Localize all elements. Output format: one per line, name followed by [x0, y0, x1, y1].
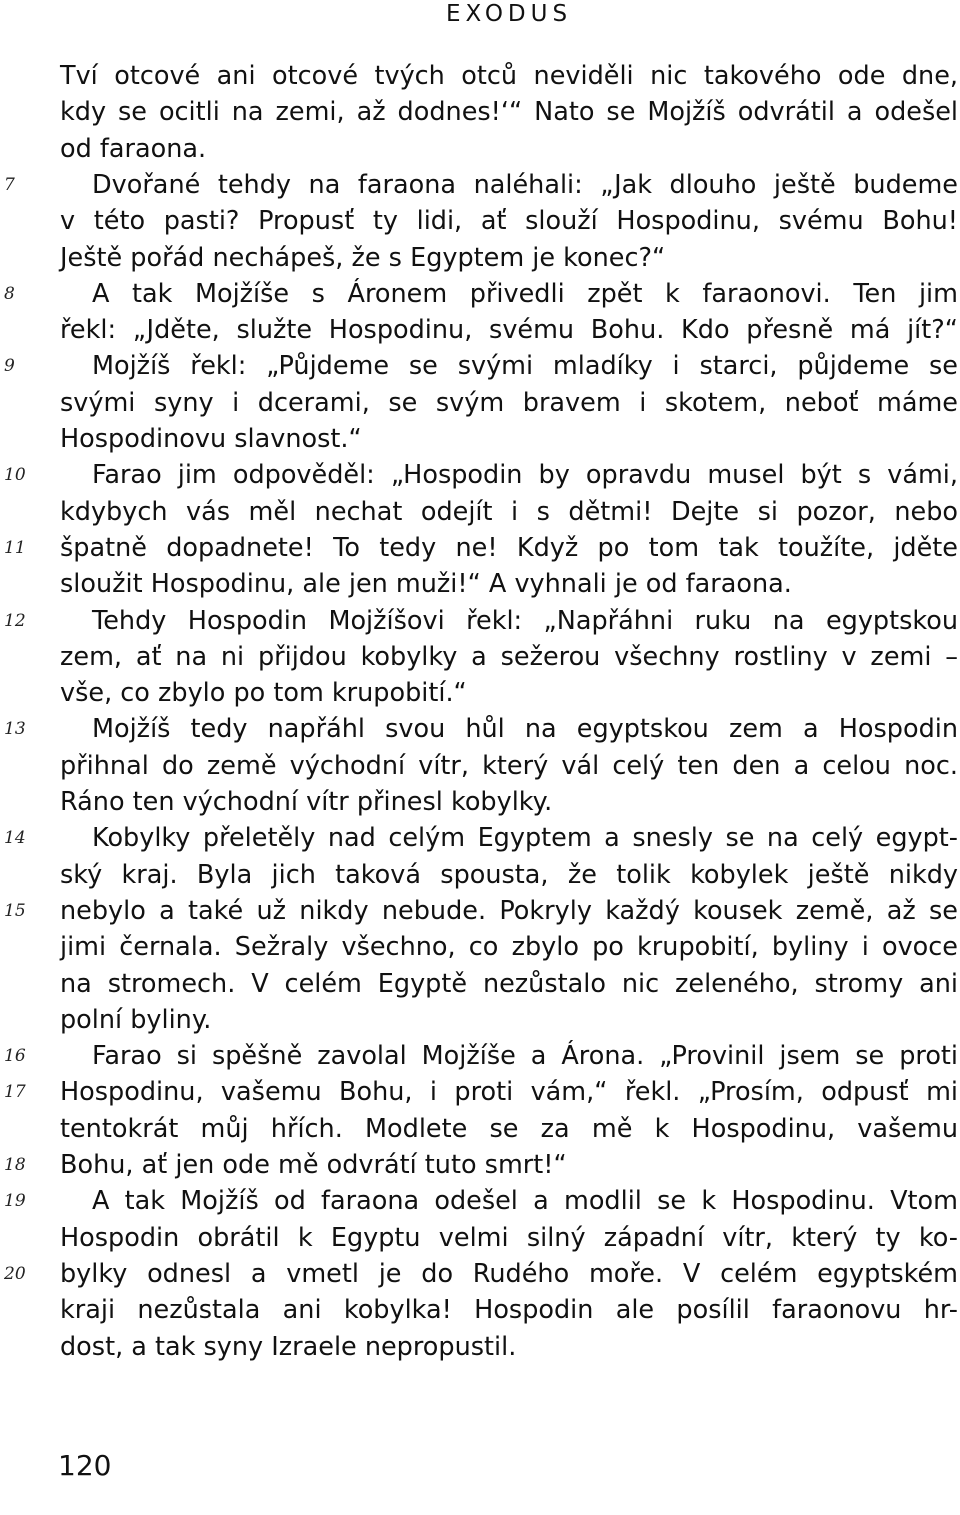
text-line: vše, co zbylo po tom krupobití.“: [60, 678, 467, 709]
verse-number: 13: [4, 719, 26, 740]
text-line: kdy se ocitli na zemi, až dodnes!‘“ Nato se Mojžíš odvrátil a odešel: [60, 97, 958, 128]
text-line: kraji nezůstala ani kobylka! Hospodin ale posílil faraonovu hr-: [60, 1295, 958, 1326]
verse-number: 20: [4, 1263, 26, 1284]
verse-number: 10: [4, 465, 26, 486]
text-line: Hospodinovu slavnost.“: [60, 424, 362, 454]
verse-number: 19: [4, 1191, 26, 1212]
text-line: Ještě pořád nechápeš, že s Egyptem je konec?“: [60, 242, 666, 273]
text-line: A tak Mojžíše s Áronem přivedli zpět k faraonovi. Ten jim: [92, 278, 958, 309]
text-line: Bohu, ať jen ode mě odvrátí tuto smrt!“: [60, 1150, 567, 1180]
verse-number: 18: [4, 1155, 26, 1175]
text-line: svými syny i dcerami, se svým bravem i skotem, neboť máme: [60, 387, 958, 418]
text-line: kdybych vás měl nechat odejít i s dětmi! Dejte si pozor, nebo: [60, 496, 958, 527]
text-line: sloužit Hospodinu, ale jen muži!“ A vyhnali je od faraona.: [60, 569, 792, 600]
text-line: špatně dopadnete! To tedy ne! Když po tom tak toužíte, jděte: [60, 532, 958, 563]
text-line: bylky odnesl a vmetl je do Rudého moře. V celém egyptském: [60, 1258, 958, 1289]
text-line: Farao si spěšně zavolal Mojžíše a Árona. „Provinil jsem se proti: [92, 1041, 958, 1072]
text-line: Hospodinu, vašemu Bohu, i proti vám,“ řekl. „Prosím, odpusť mi: [60, 1077, 958, 1108]
text-line: od faraona.: [60, 133, 207, 164]
text-line: Tví otcové ani otcové tvých otců neviděli nic takového ode dne,: [60, 61, 958, 91]
text-line: Kobylky přeletěly nad celým Egyptem a snesly se na celý egypt-: [92, 823, 958, 854]
text-line: nebylo a také už nikdy nebude. Pokryly každý kousek země, až se: [60, 895, 958, 926]
text-line: polní byliny.: [60, 1004, 212, 1035]
text-line: dost, a tak syny Izraele nepropustil.: [60, 1331, 517, 1362]
verse-number: 14: [4, 828, 26, 849]
text-line: jimi černala. Sežraly všechno, co zbylo po krupobití, byliny i ovoce: [60, 932, 958, 963]
text-line: v této pasti? Propusť ty lidi, ať slouží Hospodinu, svému Bohu!: [60, 206, 958, 237]
verse-number: 16: [4, 1046, 26, 1067]
verse-number: 15: [4, 900, 26, 921]
text-line: ský kraj. Byla jich taková spousta, že tolik kobylek ještě nikdy: [60, 859, 958, 890]
text-line: Dvořané tehdy na faraona naléhali: „Jak dlouho ještě budeme: [92, 169, 958, 200]
verse-number: 9: [4, 356, 15, 377]
text-line: tentokrát můj hřích. Modlete se za mě k Hospodinu, vašemu: [60, 1113, 958, 1144]
text-line: zem, ať na ni přijdou kobylky a sežerou všechny rostliny v zemi –: [60, 641, 958, 672]
page-number: 120: [58, 1449, 112, 1482]
text-line: Ráno ten východní vítr přinesl kobylky.: [60, 787, 553, 817]
text-line: na stromech. V celém Egyptě nezůstalo nic zeleného, stromy ani: [60, 968, 958, 999]
running-header: EXODUS: [446, 1, 573, 27]
text-line: přihnal do země východní vítr, který vál celý ten den a celou noc.: [60, 750, 958, 781]
verse-number: 7: [4, 174, 15, 195]
verse-number: 12: [4, 610, 26, 631]
verse-number: 8: [4, 283, 15, 304]
text-line: Hospodin obrátil k Egyptu velmi silný západní vítr, který ty ko-: [60, 1222, 958, 1253]
text-line: Mojžíš tedy napřáhl svou hůl na egyptskou zem a Hospodin: [92, 714, 958, 745]
text-line: řekl: „Jděte, služte Hospodinu, svému Bohu. Kdo přesně má jít?“: [60, 315, 958, 346]
text-line: Mojžíš řekl: „Půjdeme se svými mladíky i starci, půjdeme se: [92, 351, 958, 382]
verse-number: 11: [4, 537, 26, 558]
text-line: A tak Mojžíš od faraona odešel a modlil se k Hospodinu. Vtom: [92, 1186, 958, 1217]
text-line: Tehdy Hospodin Mojžíšovi řekl: „Napřáhni ruku na egyptskou: [92, 605, 958, 636]
verse-number: 17: [4, 1082, 26, 1103]
text-line: Farao jim odpověděl: „Hospodin by opravdu musel být s vámi,: [92, 460, 958, 491]
